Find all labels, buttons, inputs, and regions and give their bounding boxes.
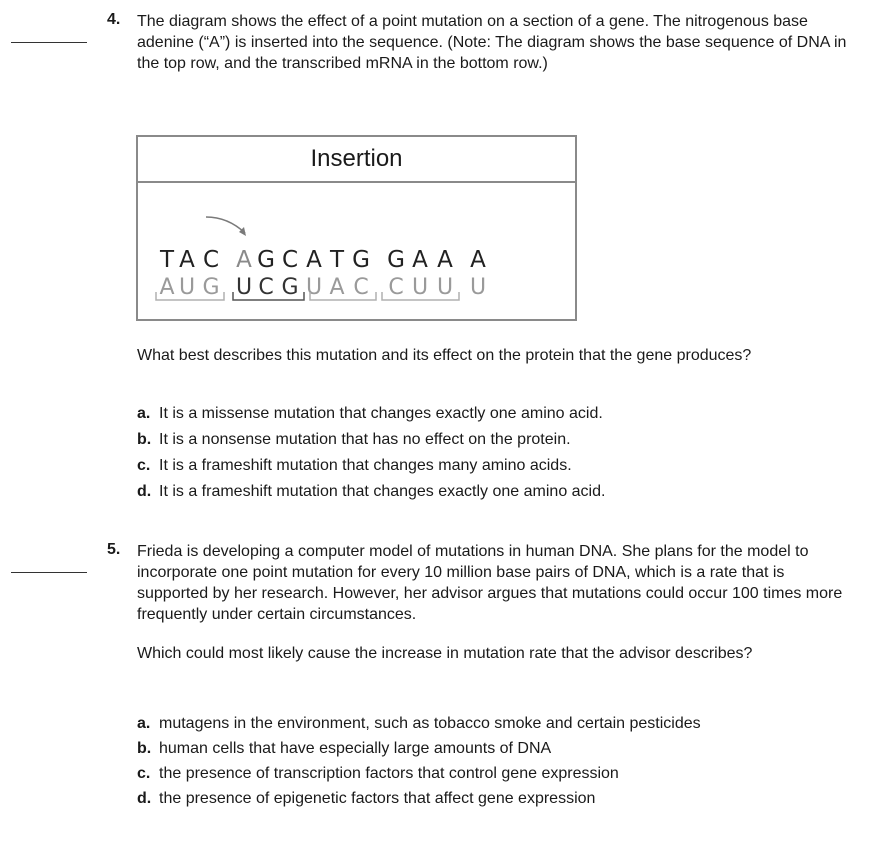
mrna-base: C [353,275,369,300]
dna-base: A [470,247,486,273]
answer-blank-q5[interactable] [11,572,87,573]
mrna-base: C [258,275,274,300]
mrna-base: U [411,275,429,300]
q5-choice-c[interactable] [137,763,619,784]
choice-text: human cells that have especially large amounts of DNA [159,740,552,757]
choice-text: the presence of epigenetic factors that affect gene expression [159,790,596,807]
choice-letter: d. [137,790,152,807]
dna-base: T [329,247,345,273]
dna-base: A [306,247,322,273]
choice-text: the presence of transcription factors that control gene expression [159,765,619,782]
mrna-base: U [469,275,487,300]
sequence-graphic [138,137,579,323]
dna-base: A [412,247,428,273]
dna-base: T [159,247,175,273]
question-prompt-q5: Which could most likely cause the increase in mutation rate that the advisor describes? [137,645,753,662]
q4-choice-c[interactable] [137,455,572,476]
dna-base: G [352,247,370,273]
mrna-base: A [159,275,175,300]
mrna-base: A [329,275,345,300]
question-text-q5: Frieda is developing a computer model of mutations in human DNA. She plans for the model to incorporate one point mutation for every 10 million base pairs of DNA, which is a rate that is supported by her research. However, her advisor argues that mutations could occur 100 times more frequently under certain circumstances. [137,543,843,623]
dna-base-inserted: A [236,247,252,273]
choice-letter: a. [137,405,151,422]
insertion-arrow-icon [206,217,245,233]
choice-letter: c. [137,457,151,474]
q5-choice-d[interactable] [137,788,595,809]
mrna-base: U [178,275,196,300]
mrna-base: U [305,275,323,300]
choice-text: mutagens in the environment, such as tobacco smoke and certain pesticides [159,715,701,732]
mrna-base: C [388,275,404,300]
question-number-q5: 5. [107,541,121,558]
choice-text: It is a nonsense mutation that has no effect on the protein. [159,431,571,448]
diagram-title: Insertion [138,137,575,183]
choice-letter: b. [137,740,152,757]
q4-choice-a[interactable] [137,403,603,424]
question-text-q4: The diagram shows the effect of a point mutation on a section of a gene. The nitrogenous base adenine (“A”) is inserted into the sequence. (Note: The diagram shows the base sequence of DNA in the top row, and the transcribed mRNA in the bottom row.) [137,13,847,72]
q4-choice-b[interactable] [137,429,571,450]
q5-choice-a[interactable] [137,713,701,734]
choice-text: It is a frameshift mutation that changes many amino acids. [159,457,572,474]
question-prompt-q4: What best describes this mutation and its effect on the protein that the gene produces? [137,347,752,364]
question-number-q4: 4. [107,11,121,28]
dna-base: A [179,247,195,273]
mrna-base: U [235,275,253,300]
dna-base: G [387,247,405,273]
choice-text: It is a missense mutation that changes exactly one amino acid. [159,405,603,422]
mrna-base: U [436,275,454,300]
choice-letter: d. [137,483,152,500]
dna-base: C [281,247,299,273]
q4-choice-d[interactable] [137,481,605,502]
choice-letter: b. [137,431,152,448]
dna-base: C [202,247,220,273]
mrna-base: G [281,275,299,300]
mrna-base: G [202,275,220,300]
dna-base: A [437,247,453,273]
answer-blank-q4[interactable] [11,42,87,43]
insertion-diagram [136,135,577,321]
choice-text: It is a frameshift mutation that changes exactly one amino acid. [159,483,606,500]
choice-letter: c. [137,765,151,782]
q5-choice-b[interactable] [137,738,551,759]
dna-base: G [257,247,275,273]
choice-letter: a. [137,715,151,732]
